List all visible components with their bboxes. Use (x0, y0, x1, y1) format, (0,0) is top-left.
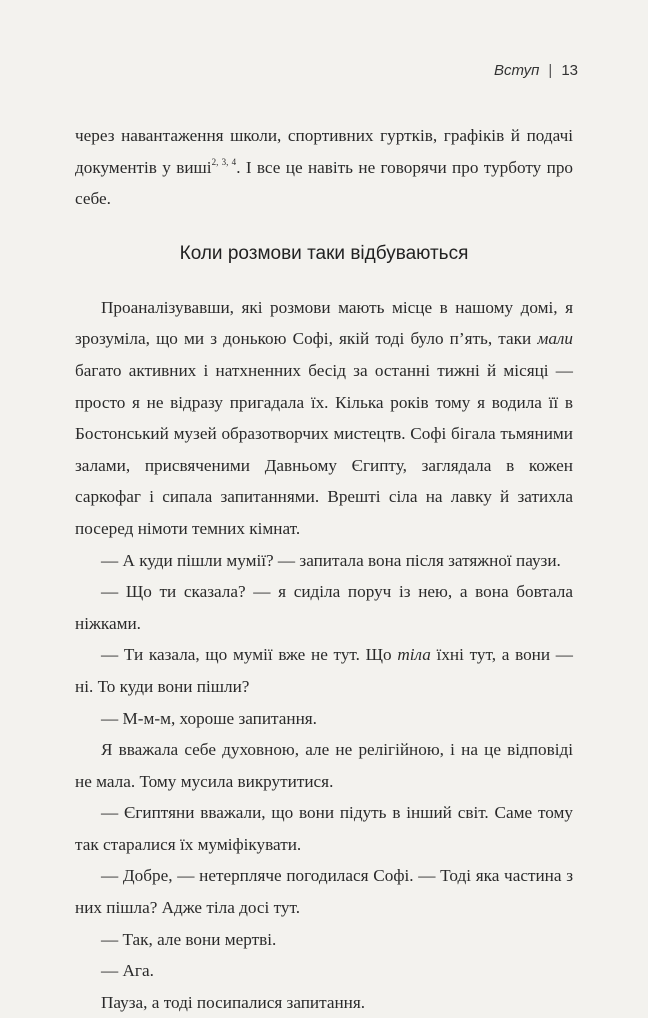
dialog-line: — Так, але вони мертві. (101, 929, 277, 949)
paragraph: Пауза, а тоді посипалися запитання. (101, 992, 366, 1012)
dialog-line: — Єгиптяни вважали, що вони підуть в інший світ. Саме тому так старалися їх муміфікувати. (75, 803, 573, 854)
section-title: Вступ (493, 62, 540, 79)
paragraph-text-after: . І все це навіть не говорячи про турботу про себе. (75, 157, 574, 209)
dialog-line (75, 639, 573, 702)
paragraph: Я вважала себе духовною, але не релігійною, і на це відповіді не мала. Тому мусила викрутитися. (75, 740, 573, 791)
dialog-line: — Що ти сказала? — я сиділа поруч із нею, а вона бовтала ніжками. (75, 582, 573, 633)
section-heading: Коли розмови таки відбуваються (179, 242, 469, 264)
footnote-reference: 2, 3, 4 (211, 156, 237, 167)
dialog-line: — Добре, — нетерпляче погодилася Софі. — Тоді яка частина з них пішла? Адже тіла досі тут. (75, 866, 573, 918)
page-number: 13 (561, 62, 578, 79)
header-separator: | (548, 62, 553, 79)
paragraph-text: Проаналізувавши, які розмови мають місце в нашому домі, я зрозуміла, що ми з донькою Софі, якій тоді було п’ять, таки (75, 297, 573, 349)
dialog-line: — А куди пішли мумії? — запитала вона після затяжної паузи. (101, 550, 561, 570)
dialog-line: — М-м-м, хороше запитання. (101, 708, 317, 728)
paragraph-text: через навантаження школи, спортивних гуртків, графіків й подачі документів у виші (75, 126, 573, 177)
paragraph-continued (75, 120, 573, 215)
emphasis: мали (537, 329, 573, 349)
body-text (75, 120, 573, 1018)
paragraph-text: багато активних і натхненних бесід за останні тижні й місяці — просто я не відразу пригадала їх. Кілька років тому я водила її в Бостонський музей образотворчих мистецтв. Софі бігала тьмяними залами, присвяченими Давньому Єгипту, заглядала в кожен саркофаг і сипала запитаннями. Врешті сіла на лавку й затихла посеред німоти темних кімнат. (75, 360, 573, 538)
dialog-line: — Ага. (101, 961, 154, 981)
dialog-text: їхні тут, а вони — ні. То куди вони пішли? (75, 645, 573, 696)
emphasis: тіла (397, 645, 431, 665)
dialog-text: — Ти казала, що мумії вже не тут. Що (101, 645, 398, 665)
paragraph (75, 292, 573, 545)
running-header (494, 62, 578, 79)
